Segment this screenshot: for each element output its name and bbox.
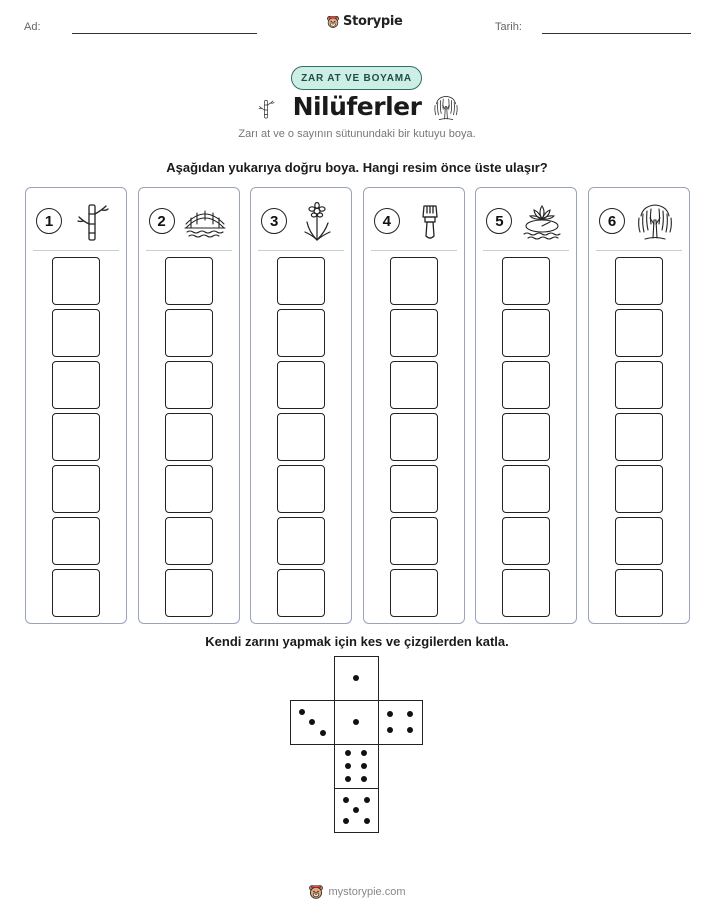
color-box[interactable] bbox=[502, 361, 550, 409]
color-box[interactable] bbox=[390, 257, 438, 305]
color-box[interactable] bbox=[165, 569, 213, 617]
dice-pip bbox=[364, 818, 370, 824]
color-box[interactable] bbox=[277, 361, 325, 409]
dice-pip bbox=[353, 675, 359, 681]
color-box[interactable] bbox=[165, 361, 213, 409]
color-box[interactable] bbox=[165, 517, 213, 565]
dice-columns bbox=[25, 187, 690, 624]
name-line[interactable] bbox=[72, 33, 257, 34]
divider bbox=[483, 250, 569, 251]
dice-pip bbox=[407, 727, 413, 733]
column-number: 4 bbox=[374, 208, 400, 234]
column-5 bbox=[475, 187, 577, 624]
color-box[interactable] bbox=[615, 413, 663, 461]
color-box[interactable] bbox=[165, 465, 213, 513]
column-header bbox=[589, 202, 689, 242]
color-box[interactable] bbox=[615, 309, 663, 357]
name-label: Ad: bbox=[24, 21, 41, 33]
bear-logo-icon bbox=[308, 884, 324, 900]
bamboo-icon bbox=[70, 202, 114, 242]
color-box[interactable] bbox=[277, 309, 325, 357]
column-header bbox=[139, 202, 239, 242]
column-number: 1 bbox=[36, 208, 62, 234]
dice-pip bbox=[345, 776, 351, 782]
dice-pip bbox=[361, 750, 367, 756]
dice-face bbox=[334, 788, 379, 833]
color-box[interactable] bbox=[52, 361, 100, 409]
color-box[interactable] bbox=[165, 257, 213, 305]
dice-face bbox=[334, 700, 379, 745]
color-box[interactable] bbox=[390, 517, 438, 565]
color-box[interactable] bbox=[277, 465, 325, 513]
color-box[interactable] bbox=[277, 569, 325, 617]
color-box[interactable] bbox=[52, 569, 100, 617]
color-box[interactable] bbox=[165, 413, 213, 461]
color-box[interactable] bbox=[390, 569, 438, 617]
color-box[interactable] bbox=[52, 465, 100, 513]
dice-pip bbox=[353, 719, 359, 725]
color-box[interactable] bbox=[502, 413, 550, 461]
dice-pip bbox=[343, 818, 349, 824]
dice-pip bbox=[387, 727, 393, 733]
color-box[interactable] bbox=[390, 465, 438, 513]
divider bbox=[258, 250, 344, 251]
column-number: 5 bbox=[486, 208, 512, 234]
paintbrush-icon bbox=[408, 202, 452, 242]
brand-name: Storypie bbox=[343, 14, 403, 29]
instruction: Aşağıdan yukarıya doğru boya. Hangi resim önce üste ulaşır? bbox=[166, 160, 548, 175]
daffodil-icon bbox=[295, 202, 339, 242]
color-box[interactable] bbox=[277, 413, 325, 461]
color-box[interactable] bbox=[502, 465, 550, 513]
activity-badge: ZAR AT VE BOYAMA bbox=[291, 66, 422, 90]
column-header bbox=[364, 202, 464, 242]
brand-logo bbox=[326, 14, 403, 29]
column-header bbox=[476, 202, 576, 242]
willow-tree-icon bbox=[431, 92, 461, 124]
bear-logo-icon bbox=[326, 15, 340, 29]
column-3 bbox=[250, 187, 352, 624]
bridge-icon bbox=[183, 202, 227, 242]
color-box[interactable] bbox=[615, 465, 663, 513]
dice-caption: Kendi zarını yapmak için kes ve çizgilerden katla. bbox=[205, 634, 509, 649]
dice-pip bbox=[309, 719, 315, 725]
dice-net bbox=[290, 656, 424, 834]
divider bbox=[371, 250, 457, 251]
color-box[interactable] bbox=[277, 517, 325, 565]
color-box[interactable] bbox=[52, 257, 100, 305]
dice-pip bbox=[361, 776, 367, 782]
color-box[interactable] bbox=[390, 413, 438, 461]
column-6 bbox=[588, 187, 690, 624]
dice-pip bbox=[320, 730, 326, 736]
dice-pip bbox=[387, 711, 393, 717]
footer-url[interactable]: mystorypie.com bbox=[328, 886, 406, 898]
color-box[interactable] bbox=[390, 309, 438, 357]
worksheet-header bbox=[0, 14, 714, 44]
date-label: Tarih: bbox=[495, 21, 522, 33]
column-2 bbox=[138, 187, 240, 624]
dice-pip bbox=[364, 797, 370, 803]
column-number: 3 bbox=[261, 208, 287, 234]
color-box[interactable] bbox=[52, 309, 100, 357]
footer bbox=[0, 884, 714, 900]
color-box[interactable] bbox=[615, 517, 663, 565]
dice-pip bbox=[361, 763, 367, 769]
page-title: Nilüferler bbox=[292, 92, 422, 121]
dice-pip bbox=[345, 763, 351, 769]
color-box[interactable] bbox=[277, 257, 325, 305]
column-1 bbox=[25, 187, 127, 624]
dice-pip bbox=[353, 807, 359, 813]
water-lily-icon bbox=[520, 202, 564, 242]
column-number: 6 bbox=[599, 208, 625, 234]
dice-face bbox=[290, 700, 335, 745]
title-row bbox=[0, 90, 714, 126]
dice-pip bbox=[345, 750, 351, 756]
color-box[interactable] bbox=[502, 257, 550, 305]
color-box[interactable] bbox=[502, 309, 550, 357]
color-box[interactable] bbox=[502, 569, 550, 617]
dice-pip bbox=[343, 797, 349, 803]
column-header bbox=[251, 202, 351, 242]
column-4 bbox=[363, 187, 465, 624]
divider bbox=[596, 250, 682, 251]
column-header bbox=[26, 202, 126, 242]
color-box[interactable] bbox=[502, 517, 550, 565]
color-box[interactable] bbox=[52, 517, 100, 565]
color-box[interactable] bbox=[52, 413, 100, 461]
color-box[interactable] bbox=[165, 309, 213, 357]
date-line[interactable] bbox=[542, 33, 691, 34]
dice-pip bbox=[299, 709, 305, 715]
dice-pip bbox=[407, 711, 413, 717]
dice-face bbox=[334, 744, 379, 789]
divider bbox=[146, 250, 232, 251]
dice-face bbox=[334, 656, 379, 701]
dice-face bbox=[378, 700, 423, 745]
subtitle: Zarı at ve o sayının sütunundaki bir kutuyu boya. bbox=[238, 128, 476, 140]
color-box[interactable] bbox=[615, 257, 663, 305]
color-box[interactable] bbox=[615, 569, 663, 617]
divider bbox=[33, 250, 119, 251]
column-number: 2 bbox=[149, 208, 175, 234]
color-box[interactable] bbox=[390, 361, 438, 409]
color-box[interactable] bbox=[615, 361, 663, 409]
willow-tree-icon bbox=[633, 202, 677, 242]
